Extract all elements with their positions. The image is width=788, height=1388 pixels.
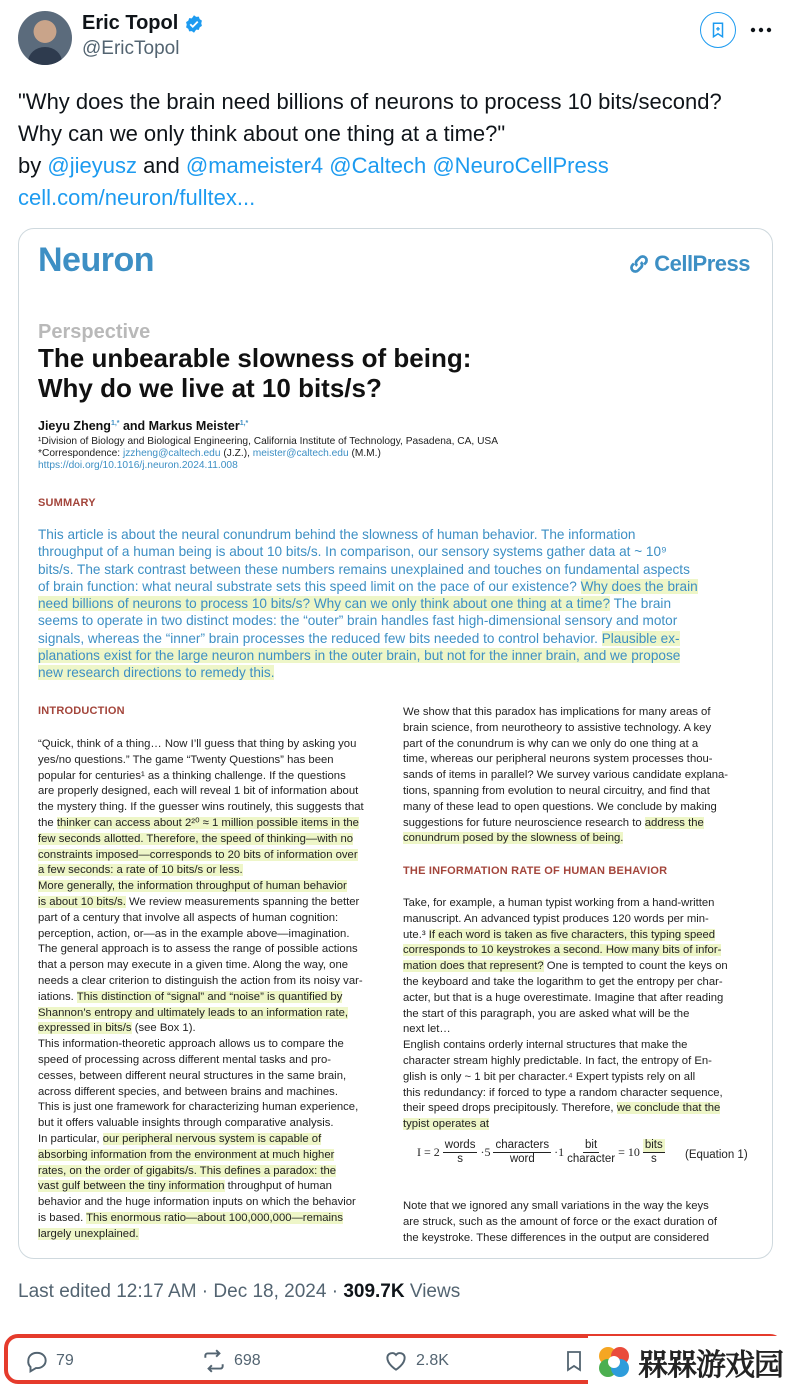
avatar[interactable]: [18, 11, 72, 65]
watermark-logo-icon: [594, 1342, 634, 1382]
text-line: vast gulf between the tiny information throughput of human: [38, 1180, 332, 1193]
author-name-row: [82, 12, 204, 35]
article-type: Perspective: [38, 321, 151, 343]
repost-count: 698: [234, 1352, 261, 1369]
eq-frac-1-num: words: [444, 1139, 476, 1151]
text-line: This information-theoretic approach allows us to compare the: [38, 1038, 344, 1051]
publisher-name: CellPress: [654, 251, 750, 276]
affiliation-line: ¹Division of Biology and Biological Engineering, California Institute of Technology, Pasadena, CA, USA: [38, 436, 499, 447]
left-column-text: [38, 737, 386, 1243]
reply-icon: [24, 1348, 50, 1374]
eq-frac-2: [493, 1139, 551, 1166]
eq-dot-1: ·5: [480, 1145, 491, 1159]
bookmark-button[interactable]: [562, 1348, 586, 1374]
tweet-and: and: [136, 153, 186, 178]
text-line: We show that this paradox has implications for many areas of: [403, 706, 711, 718]
right-column-mid-text: [403, 896, 755, 1133]
text-line: This article is about the neural conundrum behind the slowness of human behavior. The information: [38, 527, 636, 542]
heart-icon: [382, 1348, 410, 1374]
introduction-heading: INTRODUCTION: [38, 705, 125, 717]
text-line: a few seconds: a rate of 10 bits/s or less.: [38, 864, 243, 877]
text-line: seems to operate in two distinct modes: the “outer” brain handles fast high-dimensional sensory and motor: [38, 613, 678, 629]
mention-caltech[interactable]: @Caltech: [329, 153, 427, 178]
summary-text: [38, 526, 752, 682]
text-line: conundrum posed by the slowness of being.: [403, 832, 624, 845]
text-line: corresponds to 10 keystrokes a second. How many bits of infor-: [403, 944, 722, 957]
text-line: popular for centuries¹ as a thinking challenge. If the questions: [38, 769, 346, 782]
eq-frac-1: [443, 1139, 478, 1166]
eq-frac-1-den: s: [457, 1153, 463, 1165]
journal-logo: Neuron: [38, 241, 154, 279]
text-line: absorbing information from the environment at much higher: [38, 1148, 335, 1161]
like-button[interactable]: [382, 1348, 449, 1374]
eq-frac-2-num: characters: [495, 1139, 550, 1151]
text-line: the mystery thing. If the guesser wins routinely, this suggests that: [38, 801, 364, 814]
text-line: across different species, and between brains and machines.: [38, 1085, 338, 1098]
text-line: next let…: [403, 1023, 451, 1036]
summary-heading: SUMMARY: [38, 497, 96, 509]
eq-frac-4-num: bits: [644, 1139, 663, 1151]
reply-button[interactable]: [24, 1348, 74, 1374]
text-line: their speed drops precipitously. Therefore, we conclude that the: [403, 1102, 721, 1115]
text-line: needs a clear criterion to distinguish the action from its noisy var-: [38, 974, 363, 987]
eq-dot-2: ·1: [554, 1145, 565, 1159]
author-1: Jieyu Zheng: [38, 419, 111, 433]
text-line: part of a century that involve all aspects of human cognition:: [38, 911, 339, 924]
text-line: are struck, such as the amount of force or the exact duration of: [403, 1215, 717, 1228]
text-line: many of these lead to open questions. We conclude by making: [403, 800, 717, 813]
tweet-line-3: [18, 150, 778, 182]
text-line: perception, action, or—as in the example above—imagination.: [38, 927, 350, 940]
equation-label: (Equation 1): [685, 1149, 748, 1161]
doi-link: https://doi.org/10.1016/j.neuron.2024.11.008: [38, 460, 238, 471]
mention-mameister4[interactable]: @mameister4: [185, 153, 324, 178]
author-name[interactable]: Eric Topol: [82, 12, 179, 34]
text-line: suggestions for future neuroscience research to address the: [403, 816, 704, 829]
reply-count: 79: [56, 1352, 74, 1369]
text-line: but it offers valuable insights through comparative analysis.: [38, 1117, 334, 1130]
text-line: This is just one framework for characterizing human experience,: [38, 1101, 359, 1114]
text-line: mation does that represent? One is tempted to count the keys on: [403, 960, 728, 973]
edited-timestamp[interactable]: Last edited 12:17 AM · Dec 18, 2024 ·: [18, 1281, 344, 1302]
text-line: is about 10 bits/s. We review measurements spanning the better: [38, 895, 360, 908]
text-line: the keyboard and take the logarithm to get the entropy per char-: [403, 975, 723, 988]
text-line: acter, but that is a huge overestimate. Imagine that after reading: [403, 991, 724, 1004]
text-line: of brain function: what neural substrate sets this speed limit on the pace of our existence? Why does the brain: [38, 578, 698, 594]
text-line: signals, whereas the “inner” brain processes the reduced few bits needed to control behavior. Plausible ex-: [38, 630, 680, 646]
tweet-line-1: "Why does the brain need billions of neurons to process 10 bits/second?: [18, 89, 722, 114]
eq-frac-3-num: bit: [585, 1139, 598, 1151]
eq-frac-4-den: s: [650, 1153, 657, 1165]
more-options-button[interactable]: [746, 18, 776, 42]
author-1-sup: 1,*: [110, 419, 120, 427]
text-line: need billions of neurons to process 10 bits/s? Why can we only think about one thing at a time? The brain: [38, 596, 672, 612]
text-line: behavior and the huge information inputs on which the behavior: [38, 1196, 356, 1209]
views-label: Views: [404, 1281, 461, 1302]
watermark: [588, 1336, 784, 1388]
paper-affiliation: [38, 436, 738, 472]
right-column-top-text: [403, 705, 755, 847]
eq-frac-4: [643, 1139, 665, 1166]
text-line: glish is only ~ 1 bit per character.⁴ Expert typists rely on all: [403, 1070, 696, 1083]
text-line: bits/s. The stark contrast between these numbers remains unexplained and touches on fundamental aspects: [38, 561, 690, 577]
text-line: The general approach is to assess the range of possible actions: [38, 943, 358, 956]
correspondence-label: *Correspondence:: [38, 448, 123, 459]
text-line: manuscript. An advanced typist produces 120 words per min-: [403, 912, 709, 925]
correspondence-suffix: (M.M.): [348, 448, 381, 459]
equation-1: [417, 1139, 665, 1166]
text-line: throughput of a human being is about 10 bits/s. In comparison, our sensory systems gather data at ~ 10⁹: [38, 544, 667, 560]
more-dots-icon: [750, 27, 772, 33]
repost-icon: [200, 1348, 228, 1374]
information-rate-heading: THE INFORMATION RATE OF HUMAN BEHAVIOR: [403, 865, 668, 877]
correspondence-mid: (J.Z.),: [220, 448, 253, 459]
right-column-bottom-text: [403, 1199, 755, 1246]
mention-jieyusz[interactable]: @jieyusz: [47, 153, 137, 178]
text-line: typist operates at: [403, 1118, 490, 1131]
paper-title-line-1: The unbearable slowness of being:: [38, 343, 472, 373]
text-line: the keystroke. These differences in the output are considered: [403, 1231, 710, 1244]
grok-button[interactable]: [700, 12, 736, 48]
tweet-text: [18, 86, 778, 214]
paper-authors: [38, 419, 248, 433]
text-line: Note that we ignored any small variations in the way the keys: [403, 1200, 709, 1212]
paper-page: [19, 229, 772, 1258]
text-line: Take, for example, a human typist working from a hand-written: [403, 897, 715, 909]
correspondence-line: [38, 448, 738, 460]
tweet-url-link[interactable]: cell.com/neuron/fulltex...: [18, 185, 256, 210]
text-line: “Quick, think of a thing… Now I’ll guess that thing by asking you: [38, 738, 357, 750]
text-line: iations. This distinction of “signal” and “noise” is quantified by: [38, 990, 343, 1003]
tweet-line-2: Why can we only think about one thing at a time?": [18, 121, 506, 146]
text-line: cesses, between different neural structures in the same brain,: [38, 1069, 347, 1082]
text-line: the start of this paragraph, you are asked what will be the: [403, 1007, 690, 1020]
text-line: yes/no questions.” The game “Twenty Questions” has been: [38, 753, 334, 766]
author-2-sup: 1,*: [239, 419, 249, 427]
bookmark-icon: [562, 1348, 586, 1374]
text-line: character stream highly predictable. In fact, the entropy of En-: [403, 1054, 712, 1067]
text-line: sands of items in parallel? We survey various candidate explana-: [403, 769, 729, 782]
text-line: this redundancy: if forced to type a random character sequence,: [403, 1086, 723, 1099]
text-line: planations exist for the large neuron numbers in the outer brain, but not for the inner brain, and we propose: [38, 648, 681, 664]
paper-title-line-2: Why do we live at 10 bits/s?: [38, 373, 382, 403]
paper-title: [38, 343, 738, 403]
text-line: speed of processing across different mental tasks and pro-: [38, 1053, 332, 1066]
text-line: More generally, the information throughput of human behavior: [38, 880, 347, 893]
text-line: In particular, our peripheral nervous system is capable of: [38, 1132, 322, 1145]
attached-image[interactable]: [18, 228, 773, 1259]
cellpress-icon: [628, 253, 650, 275]
text-line: rates, on the order of gigabits/s. This defines a paradox: the: [38, 1164, 337, 1177]
repost-button[interactable]: [200, 1348, 261, 1374]
text-line: few seconds allotted. Therefore, the speed of thinking—with no: [38, 832, 354, 845]
text-line: that a person may execute in a given time. Along the way, one: [38, 959, 349, 972]
author-handle[interactable]: @EricTopol: [82, 38, 180, 59]
mention-neurocellpress[interactable]: @NeuroCellPress: [432, 153, 609, 178]
eq-frac-3: [567, 1139, 615, 1166]
tweet-by: by: [18, 153, 48, 178]
eq-equals: = 10: [618, 1145, 640, 1159]
email-2: meister@caltech.edu: [252, 448, 349, 459]
text-line: Shannon’s entropy and ultimately leads to an information rate,: [38, 1006, 349, 1019]
text-line: is based. This enormous ratio—about 100,000,000—remains: [38, 1211, 343, 1224]
text-line: part of the conundrum is why can we only do one thing at a: [403, 737, 699, 750]
like-count: 2.8K: [416, 1352, 449, 1369]
text-line: constraints imposed—corresponds to 20 bits of information over: [38, 848, 358, 861]
grok-icon: [709, 21, 727, 39]
watermark-text: 槑槑游戏园: [638, 1349, 783, 1382]
email-1: jzzheng@caltech.edu: [122, 448, 221, 459]
eq-lhs: I = 2: [417, 1145, 440, 1159]
publisher-logo: [628, 251, 750, 277]
views-count: 309.7K: [343, 1281, 405, 1302]
verified-badge-icon: [184, 14, 204, 34]
text-line: are properly designed, each will reveal 1 bit of information about: [38, 785, 359, 798]
text-line: time, whereas our peripheral neurons system processes thou-: [403, 753, 713, 766]
text-line: largely unexplained.: [38, 1227, 139, 1240]
text-line: expressed in bits/s (see Box 1).: [38, 1022, 196, 1035]
text-line: tions, spanning from evolution to neural circuitry, and find that: [403, 784, 710, 797]
text-line: ute.³ If each word is taken as five characters, this typing speed: [403, 928, 716, 941]
text-line: the thinker can access about 2²⁰ ≈ 1 million possible items in the: [38, 816, 359, 829]
text-line: brain science, from neurotheory to assistive technology. A key: [403, 721, 712, 734]
text-line: English contains orderly internal structures that make the: [403, 1039, 688, 1052]
text-line: new research directions to remedy this.: [38, 665, 275, 681]
author-2: and Markus Meister: [119, 419, 240, 433]
eq-frac-3-den: character: [567, 1153, 616, 1165]
eq-frac-2-den: word: [509, 1153, 535, 1165]
tweet-meta: [18, 1281, 460, 1303]
